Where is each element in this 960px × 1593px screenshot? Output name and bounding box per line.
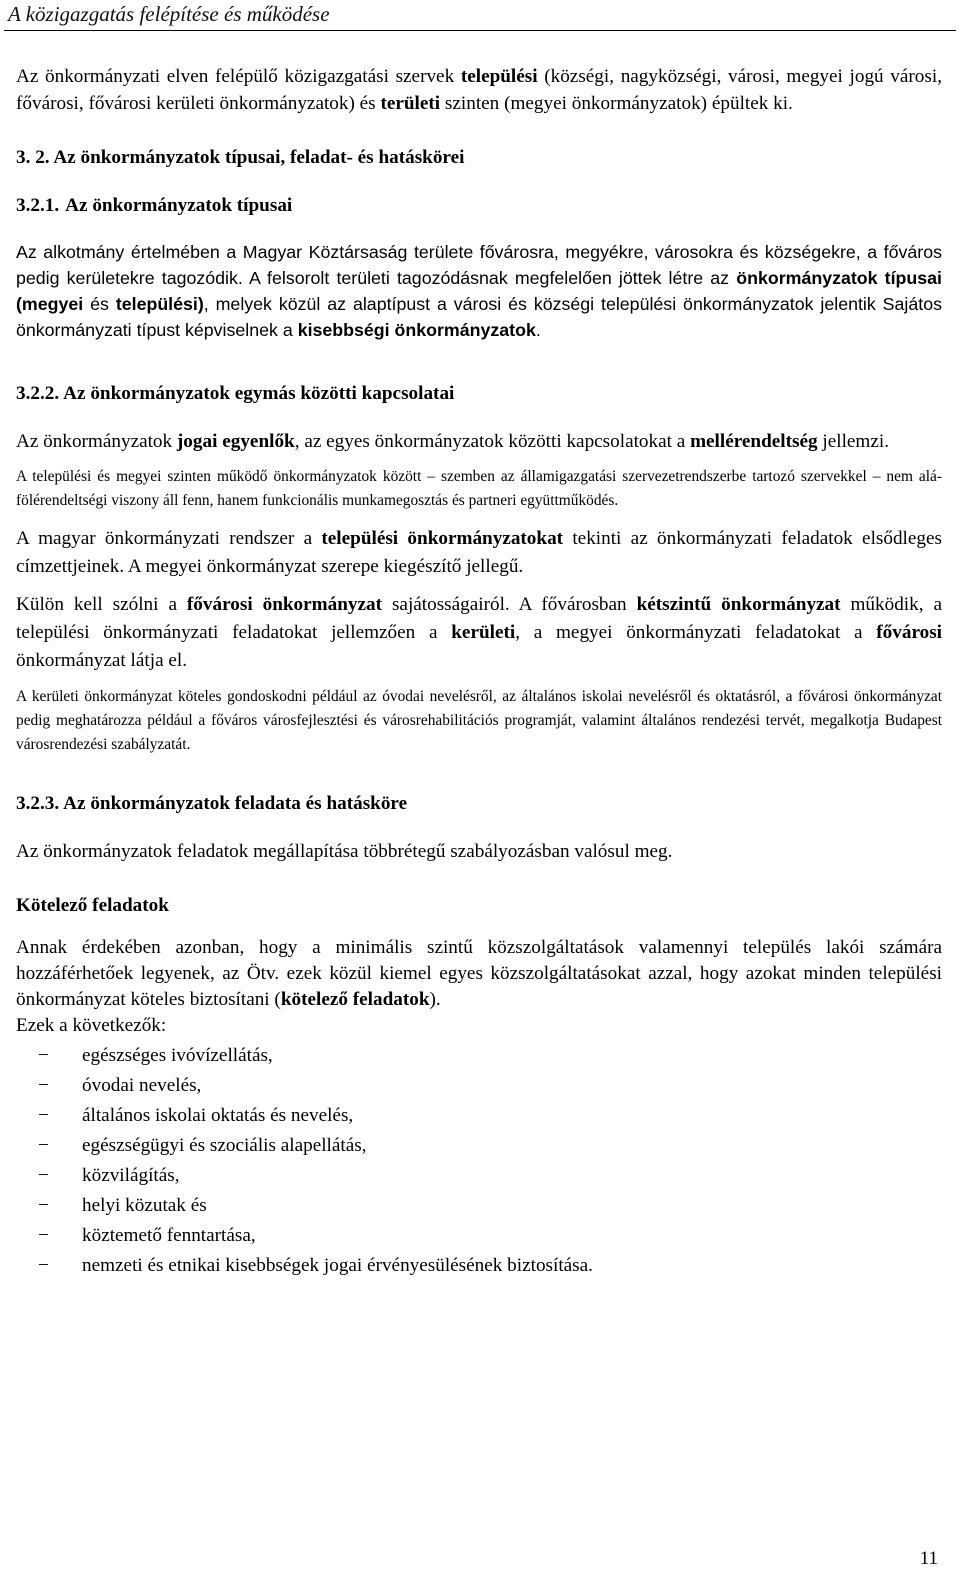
cooperation-paragraph: A települési és megyei szinten működő önkormányzatok között – szemben az államigazgatási szervezetrendszerbe tartozó szervekkel – nem alá-fölérendeltségi viszony áll fenn, hanem funkcionális munkamegosztás és partneri együttműködés. — [16, 468, 942, 509]
text-run: és — [83, 294, 116, 314]
list-item — [16, 1041, 942, 1071]
section-3-2-heading — [16, 145, 942, 171]
dash-bullet-icon: − — [38, 1255, 49, 1276]
bold-term: települési — [460, 66, 538, 87]
bold-term: települési) — [115, 294, 204, 314]
list-intro: Ezek a következők: — [16, 1015, 167, 1036]
section-number: 3.2.1. — [16, 195, 60, 216]
section-3-2-2-heading — [16, 381, 942, 407]
bold-term: fővárosi — [876, 622, 943, 643]
section-number: 3.2.3. — [16, 793, 60, 814]
running-title: A közigazgatás felépítése és működése — [8, 2, 330, 26]
list-item — [16, 1191, 942, 1221]
regulation-paragraph: Az önkormányzatok feladatok megállapítása többrétegű szabályozásban valósul meg. — [16, 841, 673, 862]
dash-bullet-icon: − — [38, 1105, 49, 1126]
text-run: Az önkormányzatok — [16, 431, 177, 452]
text-run: tekinti az önkormányzati feladatok elsődleges címzettjeinek. A megyei önkormányzat szerepe kiegészítő jellegű. — [16, 528, 942, 577]
text-run: jellemzi. — [817, 431, 889, 452]
page-header — [0, 0, 960, 36]
section-3-2-3-heading — [16, 791, 942, 817]
types-paragraph — [16, 239, 942, 343]
list-item — [16, 1161, 942, 1191]
list-item-text: nemzeti és etnikai kisebbségek jogai érvényesülésének biztosítása. — [82, 1255, 593, 1276]
section-title: Az önkormányzatok típusai, feladat- és hatáskörei — [53, 147, 465, 168]
section-title: Az önkormányzatok feladata és hatásköre — [63, 793, 408, 814]
bold-term: települési önkormányzatokat — [321, 528, 564, 549]
list-item-text: óvodai nevelés, — [82, 1075, 202, 1096]
text-run: szinten (megyei önkormányzatok) épültek ki. — [440, 92, 793, 114]
text-run: ). — [429, 989, 441, 1010]
bold-term: önkormányzatok típusai (megyei — [16, 268, 942, 314]
list-item-text: általános iskolai oktatás és nevelés, — [82, 1105, 354, 1126]
mandatory-tasks-paragraph — [16, 935, 942, 1013]
dash-bullet-icon: − — [38, 1135, 49, 1156]
text-run: , melyek közül az alaptípust a városi és községi települési önkormányzatok jelentik Sajátos önkormányzati típust képviselnek a — [16, 294, 942, 340]
dash-bullet-icon: − — [38, 1045, 49, 1066]
section-3-2-1-heading — [16, 193, 942, 219]
text-run: A magyar önkormányzati rendszer a — [16, 528, 322, 549]
text-run: Külön kell szólni a — [16, 594, 187, 615]
bold-term: kétszintű önkormányzat — [636, 594, 841, 615]
mandatory-task-list — [16, 1041, 942, 1281]
page-body — [16, 64, 942, 1281]
text-run: Annak érdekében azonban, hogy a minimális szintű közszolgáltatások valamennyi település lakói számára hozzáférhetőek legyenek, az Ötv. ezek közül kiemel egyes közszolgáltatásokat azzal, hogy azokat minden települési önkormányzat köteles biztosítani ( — [16, 937, 942, 1010]
bold-term: területi — [380, 92, 441, 114]
header-rule — [4, 30, 956, 31]
text-run: Az alkotmány értelmében a Magyar Köztársaság területe fővárosra, megyékre, városokra és községekre, a főváros pedig kerületekre tagozódik. A felsorolt területi tagozódásnak megfelelően jöttek létre az — [16, 242, 942, 288]
text-run: , az egyes önkormányzatok közötti kapcsolatokat a — [294, 431, 691, 452]
list-item-text: közvilágítás, — [82, 1165, 180, 1186]
text-run: önkormányzat látja el. — [16, 650, 188, 671]
text-run: (községi, nagyközségi, városi, megyei jogú városi, fővárosi, fővárosi kerületi önkormányzatok) és — [16, 66, 942, 114]
text-run: sajátosságairól. A fővárosban — [382, 594, 637, 615]
dash-bullet-icon: − — [38, 1165, 49, 1186]
mandatory-tasks-heading: Kötelező feladatok — [16, 895, 169, 916]
text-run: , a megyei önkormányzati feladatokat a — [515, 622, 877, 643]
list-item — [16, 1131, 942, 1161]
page-number: 11 — [919, 1548, 938, 1569]
list-item-text: egészségügyi és szociális alapellátás, — [82, 1135, 367, 1156]
list-item-text: egészséges ivóvízellátás, — [82, 1045, 273, 1066]
district-example-paragraph: A kerületi önkormányzat köteles gondoskodni például az óvodai nevelésről, az általános iskolai nevelésről és oktatásról, a fővárosi önkormányzat pedig meghatározza például a főváros városfejlesztési és városrehabilitációs programját, valamint általános rendezési tervét, megalkotja Budapest városrendezési szabályzatát. — [16, 688, 942, 753]
section-number: 3. 2. — [16, 147, 50, 168]
bold-term: kerületi — [451, 622, 516, 643]
section-title: Az önkormányzatok típusai — [65, 195, 293, 216]
section-title: Az önkormányzatok egymás közötti kapcsolatai — [63, 383, 455, 404]
list-item — [16, 1071, 942, 1101]
list-item — [16, 1251, 942, 1281]
section-number: 3.2.2. — [16, 383, 60, 404]
intro-paragraph — [16, 64, 942, 117]
capital-paragraph — [16, 591, 942, 675]
bold-term: fővárosi önkormányzat — [186, 594, 382, 615]
list-item-text: köztemető fenntartása, — [82, 1225, 256, 1246]
text-run: Az önkormányzati elven felépülő közigazgatási szervek — [16, 66, 461, 87]
primary-addressee-paragraph — [16, 525, 942, 581]
dash-bullet-icon: − — [38, 1075, 49, 1096]
list-item — [16, 1101, 942, 1131]
text-run: . — [535, 320, 541, 340]
relations-paragraph — [16, 429, 942, 455]
bold-term: kisebbségi önkormányzatok — [297, 320, 536, 340]
text-run: működik, a települési önkormányzati feladatokat jellemzően a — [16, 594, 942, 643]
list-item-text: helyi közutak és — [82, 1195, 207, 1216]
bold-term: mellérendeltség — [690, 431, 818, 452]
bold-term: jogai egyenlők — [176, 431, 295, 452]
bold-term: kötelező feladatok — [280, 989, 430, 1010]
list-item — [16, 1221, 942, 1251]
dash-bullet-icon: − — [38, 1195, 49, 1216]
dash-bullet-icon: − — [38, 1225, 49, 1246]
